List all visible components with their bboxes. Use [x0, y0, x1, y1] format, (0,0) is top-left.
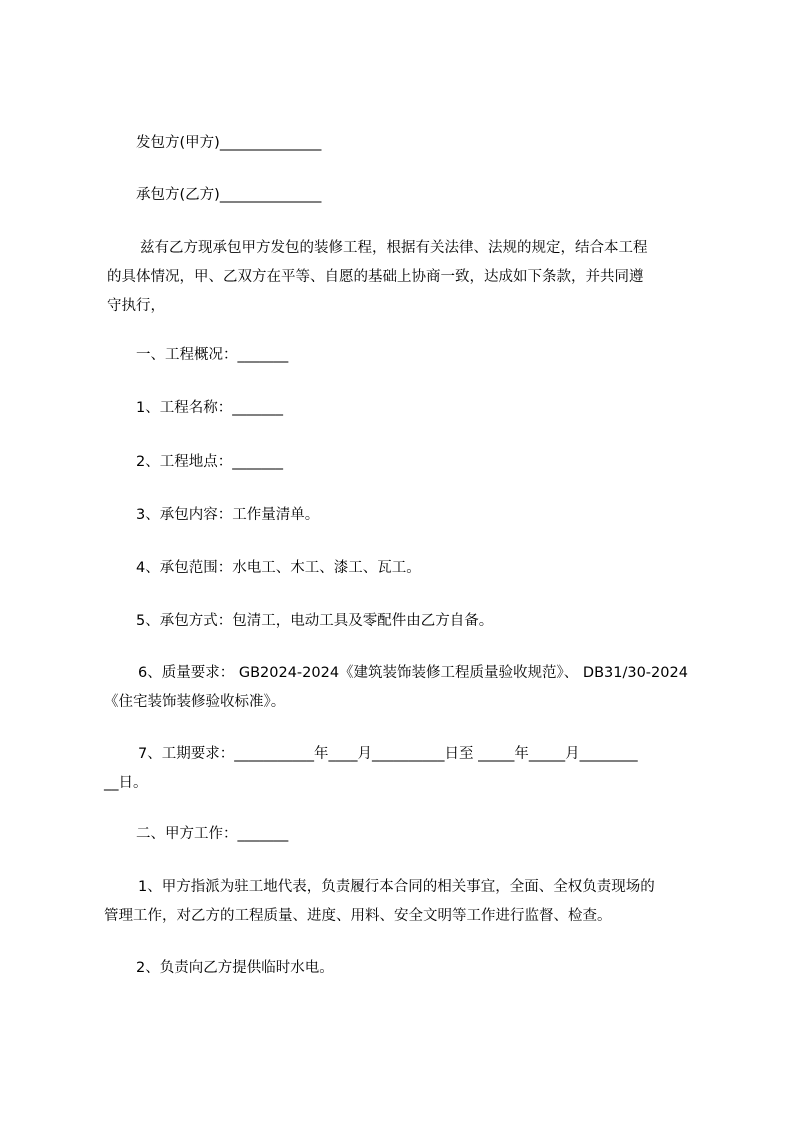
section-2-heading: 二、甲方工作：_______	[136, 826, 289, 842]
party-b-line: 承包方(乙方)______________	[136, 187, 322, 203]
section-2-item-2: 2、负责向乙方提供临时水电。	[136, 960, 334, 976]
section-1-item-7-line-2: __日。	[104, 775, 148, 791]
section-1-item-7-line-1: 7、工期要求：___________年____月__________日至 _____年_____月________	[138, 746, 638, 762]
section-1-item-4: 4、承包范围：水电工、木工、漆工、瓦工。	[136, 560, 421, 576]
party-a-line: 发包方(甲方)______________	[136, 135, 322, 151]
section-1-heading: 一、工程概况：_______	[136, 347, 289, 363]
section-2-item-1-line-1: 1、甲方指派为驻工地代表，负责履行本合同的相关事宜，全面、全权负责现场的	[138, 879, 655, 895]
intro-paragraph-line-1: 兹有乙方现承包甲方发包的装修工程，根据有关法律、法规的规定，结合本工程	[140, 240, 648, 256]
section-1-item-2: 2、工程地点：_______	[136, 454, 283, 470]
section-1-item-6-line-2: 《住宅装饰装修验收标准》。	[104, 694, 286, 710]
section-1-item-5: 5、承包方式：包清工，电动工具及零配件由乙方自备。	[136, 613, 494, 629]
section-2-item-1-line-2: 管理工作，对乙方的工程质量、进度、用料、安全文明等工作进行监督、检查。	[104, 908, 612, 924]
section-1-item-1: 1、工程名称：_______	[136, 400, 283, 416]
section-1-item-3: 3、承包内容：工作量清单。	[136, 507, 320, 523]
section-1-item-6-line-1: 6、质量要求： GB2024-2024《建筑装饰装修工程质量验收规范》、 DB31/30-2024	[138, 665, 688, 681]
intro-paragraph-line-3: 守执行，	[107, 298, 165, 314]
intro-paragraph-line-2: 的具体情况，甲、乙双方在平等、自愿的基础上协商一致，达成如下条款，并共同遵	[107, 269, 644, 285]
